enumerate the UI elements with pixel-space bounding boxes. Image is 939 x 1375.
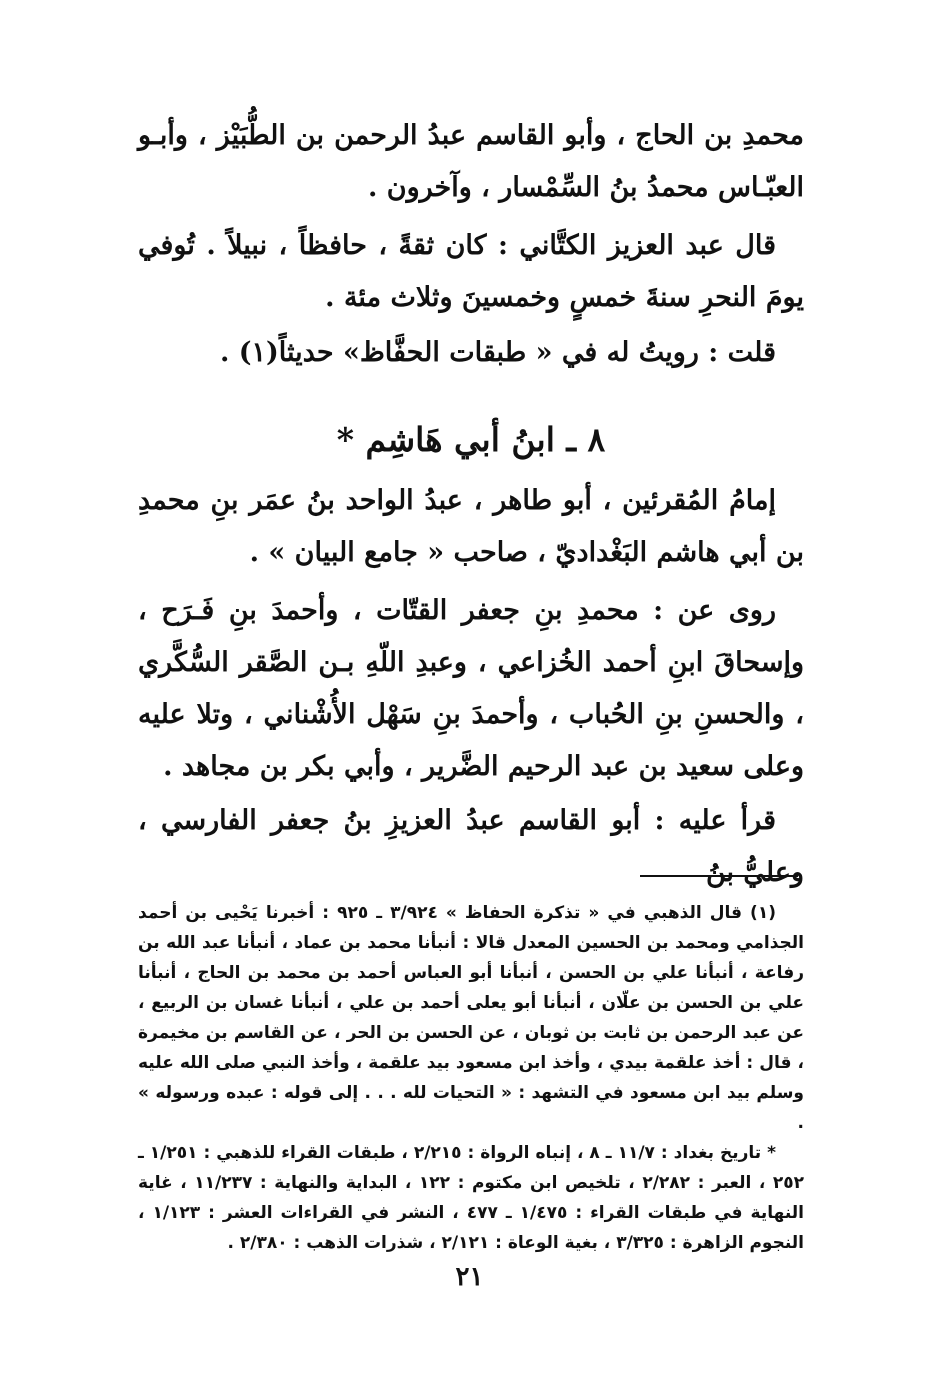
paragraph-text: إمامُ المُقرئين ، أبو طاهر ، عبدُ الواحد بنُ عمَر بنِ محمدِ بن أبي هاشم البَغْداديّ ، صاحب « جامع البيان » .: [138, 485, 804, 568]
footnote-1: (١) قال الذهبي في « تذكرة الحفاظ » ٣/٩٢٤ ـ ٩٢٥ : أخبرنا يَحْيى بن أحمد الجذامي ومحمد بن الحسين المعدل قالا : أنبأنا محمد بن عماد ، أنبأنا عبد الله بن رفاعة ، أنبأنا علي بن الحسن ، أنبأنا أبو العباس أحمد بن محمد بن الحاج ، أنبأنا علي بن الحسن بن علّان ، أنبأنا أبو يعلى أحمد بن علي ، أنبأنا غسان بن الربيع ، عن عبد الرحمن بن ثابت بن ثوبان ، عن الحسن بن الحر ، عن القاسم بن مخيمرة ، قال : أخذ علقمة بيدي ، وأخذ ابن مسعود بيد علقمة ، وأخذ النبي صلى الله عليه وسلم بيد ابن مسعود في التشهد : « التحيات لله . . . إلى قوله : عبده ورسوله » .: [138, 903, 804, 1133]
footnote-sources: * تاريخ بغداد : ١١/٧ ـ ٨ ، إنباه الرواة : ٢/٢١٥ ، طبقات القراء للذهبي : ١/٢٥١ ـ ٢٥٢ ، العبر : ٢/٢٨٢ ، تلخيص ابن مكتوم : ١٢٢ ، البداية والنهاية : ١١/٢٣٧ ، غاية النهاية في طبقات القراء : ١/٤٧٥ ـ ٤٧٧ ، النشر في القراءات العشر : ١/١٢٣ ، النجوم الزاهرة : ٣/٣٢٥ ، بغية الوعاة : ٢/١٢١ ، شذرات الذهب : ٢/٣٨٠ .: [138, 1143, 804, 1253]
paragraph-author-note: [138, 327, 804, 379]
paragraph-text: روى عن : محمدِ بنِ جعفر القتّات ، وأحمدَ بنِ فَـرَح ، وإسحاقَ ابنِ أحمد الخُزاعي ، وعبدِ اللّهِ بـن الصَّقر السُّكَّري ، والحسنِ بنِ الحُباب ، وأحمدَ بنِ سَهْل الأُشْناني ، وتلا عليه وعلى سعيد بن عبد الرحيم الضَّرير ، وأبي بكر بن مجاهد .: [138, 595, 804, 782]
paragraph-text: قرأ عليه : أبو القاسم عبدُ العزيزِ بنُ جعفر الفارسي ، وعليُّ بنُ: [138, 805, 804, 888]
entry-heading: ٨ ـ ابنُ أبي هَاشِم *: [336, 420, 606, 459]
footnote-divider: [640, 875, 798, 877]
paragraph-text: قلت : رويتُ له في « طبقات الحفَّاظ» حديثاً(١) .: [219, 337, 776, 368]
paragraph-text: قال عبد العزيز الكتَّاني : كان ثقةً ، حافظاً ، نبيلاً . تُوفي يومَ النحرِ سنةَ خمسٍ وخمسينَ وثلاث مئة .: [138, 230, 804, 313]
paragraph-kittani-quote: [138, 220, 804, 324]
footnotes-section: [138, 898, 804, 1258]
paragraph-students: [138, 795, 804, 899]
page-number: ٢١: [455, 1262, 484, 1292]
paragraph-text: محمدِ بن الحاج ، وأبو القاسم عبدُ الرحمن بن الطُّبَيْز ، وأبـو العبّـاس محمدُ بنُ السِّمْسار ، وآخرون .: [138, 120, 804, 203]
paragraph-biography-intro: [138, 475, 804, 579]
paragraph-continuation: [138, 110, 804, 214]
paragraph-narrated-from: [138, 585, 804, 793]
